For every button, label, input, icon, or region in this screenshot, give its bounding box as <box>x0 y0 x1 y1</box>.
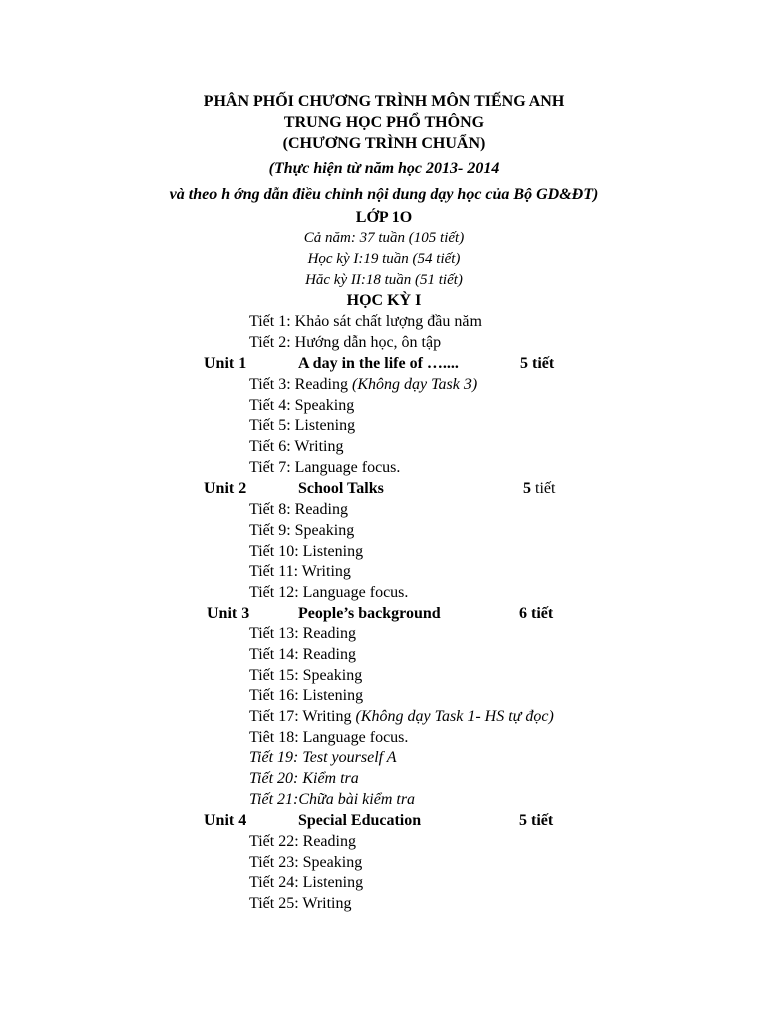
lesson-note: (Không dạy Task 1- HS tự đọc) <box>351 708 554 725</box>
lesson-line: Tiết 21:Chữa bài kiểm tra <box>249 791 416 808</box>
semester-title: HỌC KỲ I <box>346 292 422 309</box>
lesson-line: Tiết 8: Reading <box>249 501 348 518</box>
lesson-line: Tiết 9: Speaking <box>249 522 355 539</box>
lesson-line: Tiết 7: Language focus. <box>249 459 401 476</box>
unit-title: A day in the life of ….... <box>298 355 459 372</box>
grade-title: LỚP 1O <box>355 209 413 226</box>
lesson-line: Tiết 6: Writing <box>249 438 344 455</box>
lesson-line: Tiết 17: Writing (Không dạy Task 1- HS tự đọc) <box>249 708 554 725</box>
semester1-total: Học kỳ I:19 tuần (54 tiết) <box>307 251 461 267</box>
unit-periods: 5 tiết <box>523 480 556 497</box>
lesson-line: Tiết 10: Listening <box>249 543 364 560</box>
doc-guidance-note: và theo h ớng dẫn điều chỉnh nội dung dạy học của Bộ GD&ĐT) <box>169 186 599 203</box>
lesson-note: (Không dạy Task 3) <box>347 376 478 393</box>
unit-title: People’s background <box>298 605 441 622</box>
lesson-line: Tiết 24: Listening <box>249 874 364 891</box>
lesson-line: Tiết 16: Listening <box>249 687 364 704</box>
lesson-line: Tiết 2: Hướng dẫn học, ôn tập <box>249 334 442 351</box>
unit-periods: 5 tiết <box>520 355 555 372</box>
unit-label: Unit 1 <box>204 355 247 372</box>
lesson-line: Tiết 4: Speaking <box>249 397 355 414</box>
unit-label: Unit 4 <box>204 812 247 829</box>
lesson-line: Tiết 15: Speaking <box>249 667 363 684</box>
lesson-line: Tiết 5: Listening <box>249 417 356 434</box>
doc-subtitle: TRUNG HỌC PHỔ THÔNG <box>283 114 485 131</box>
lesson-line: Tiết 14: Reading <box>249 646 356 663</box>
lesson-line: Tiêt 18: Language focus. <box>249 729 409 746</box>
unit-title: School Talks <box>298 480 384 497</box>
lesson-line: Tiết 23: Speaking <box>249 854 363 871</box>
unit-periods: 6 tiết <box>519 605 554 622</box>
lesson-line: Tiết 20: Kiểm tra <box>249 770 359 787</box>
doc-effective-year: (Thực hiện từ năm học 2013- 2014 <box>268 160 500 177</box>
lesson-line: Tiết 25: Writing <box>249 895 352 912</box>
unit-label: Unit 3 <box>207 605 250 622</box>
lesson-line: Tiết 11: Writing <box>249 563 351 580</box>
doc-program: (CHƯƠNG TRÌNH CHUẨN) <box>282 135 486 152</box>
semester2-total: Hăc kỳ II:18 tuần (51 tiết) <box>305 272 463 288</box>
unit-label: Unit 2 <box>204 480 247 497</box>
doc-title: PHÂN PHỐI CHƯƠNG TRÌNH MÔN TIẾNG ANH <box>203 93 565 110</box>
unit-periods: 5 tiết <box>519 812 554 829</box>
year-total: Cả năm: 37 tuần (105 tiết) <box>303 230 465 246</box>
unit-title: Special Education <box>298 812 422 829</box>
lesson-line: Tiết 12: Language focus. <box>249 584 409 601</box>
lesson-line: Tiết 3: Reading (Không dạy Task 3) <box>249 376 478 393</box>
lesson-line: Tiết 19: Test yourself A <box>249 749 397 766</box>
lesson-line: Tiết 22: Reading <box>249 833 356 850</box>
lesson-line: Tiết 13: Reading <box>249 625 356 642</box>
lesson-line: Tiết 1: Khảo sát chất lượng đầu năm <box>249 313 482 330</box>
